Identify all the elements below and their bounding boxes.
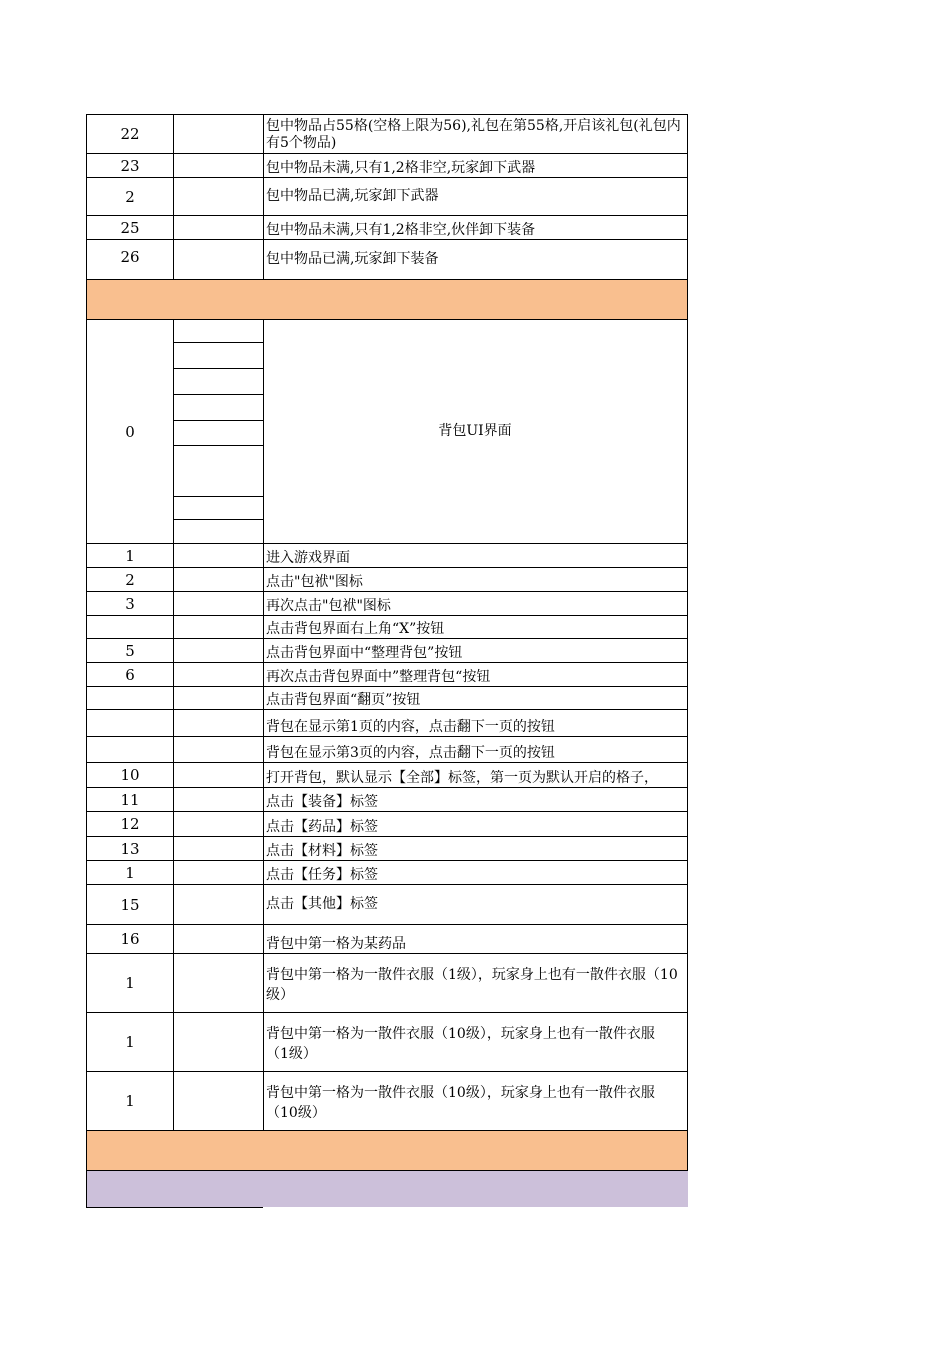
blank-cell <box>173 1013 264 1072</box>
case-desc-cell <box>263 178 688 216</box>
table-row[interactable] <box>86 788 688 812</box>
case-desc-text: 包中物品未满,只有1,2格非空,伙伴卸下装备 <box>266 222 536 238</box>
sub-rows-column <box>173 320 264 544</box>
table-row[interactable] <box>86 687 688 710</box>
section-header-orange <box>86 280 688 320</box>
table-row[interactable] <box>86 925 688 954</box>
case-desc-text: 点击【任务】标签 <box>266 867 378 883</box>
table-row[interactable] <box>86 154 688 178</box>
case-desc-cell <box>263 812 688 837</box>
case-desc-cell <box>263 861 688 885</box>
blank-cell <box>173 837 264 861</box>
blank-cell <box>173 663 264 687</box>
case-id-cell: 1 <box>86 544 174 568</box>
case-id-cell: 10 <box>86 763 174 788</box>
sub-row-line <box>173 445 263 446</box>
case-id-cell: 2 <box>86 178 174 216</box>
case-desc-text: 背包在显示第3页的内容，点击翻下一页的按钮 <box>266 745 555 761</box>
case-desc-text: 点击背包界面右上角“X”按钮 <box>266 621 445 637</box>
table-row[interactable] <box>86 240 688 280</box>
blank-cell <box>173 687 264 710</box>
table-row[interactable] <box>86 568 688 592</box>
section-header-orange <box>86 1131 688 1171</box>
case-id-cell: 13 <box>86 837 174 861</box>
table-row[interactable] <box>86 763 688 788</box>
blank-cell <box>173 639 264 663</box>
case-id-cell: 1 <box>86 1072 174 1131</box>
case-id-cell <box>86 737 174 763</box>
case-desc-text: 点击【药品】标签 <box>266 819 378 835</box>
case-desc-cell <box>263 568 688 592</box>
case-id-cell: 2 <box>86 568 174 592</box>
case-id-cell <box>86 616 174 639</box>
blank-cell <box>173 154 264 178</box>
case-desc-text: 点击【材料】标签 <box>266 843 378 859</box>
case-id-cell: 1 <box>86 1013 174 1072</box>
sub-row-line <box>173 496 263 497</box>
case-id-cell: 16 <box>86 925 174 954</box>
case-desc-cell <box>263 737 688 763</box>
case-desc-text: 点击【其他】标签 <box>266 896 378 912</box>
blank-cell <box>173 812 264 837</box>
blank-cell <box>173 240 264 280</box>
table-row[interactable] <box>86 1072 688 1131</box>
table-bottom-border <box>86 1207 263 1208</box>
case-id-cell <box>86 710 174 737</box>
case-desc-cell <box>263 885 688 925</box>
case-desc-cell: 背包中第一格为一散件衣服（1级），玩家身上也有一散件衣服（10级） <box>263 954 688 1013</box>
table-row[interactable] <box>86 737 688 763</box>
case-id-cell: 22 <box>86 114 174 154</box>
blank-cell <box>173 216 264 240</box>
blank-cell <box>173 861 264 885</box>
case-desc-text: 包中物品未满,只有1,2格非空,玩家卸下武器 <box>266 160 536 176</box>
sub-row-line <box>173 519 263 520</box>
case-desc-cell <box>263 925 688 954</box>
blank-cell <box>173 954 264 1013</box>
case-desc-text: 点击"包袱"图标 <box>266 574 363 590</box>
sub-row-line <box>173 342 263 343</box>
ui-block-row[interactable] <box>86 320 688 544</box>
case-desc-text: 再次点击"包袱"图标 <box>266 598 391 614</box>
table-row[interactable] <box>86 812 688 837</box>
table-row[interactable] <box>86 837 688 861</box>
case-id-cell: 15 <box>86 885 174 925</box>
case-desc-cell <box>263 639 688 663</box>
blank-cell <box>173 788 264 812</box>
case-desc-cell <box>263 616 688 639</box>
case-desc-cell <box>263 710 688 737</box>
blank-cell <box>173 885 264 925</box>
case-desc-text: 进入游戏界面 <box>266 550 350 566</box>
case-desc-cell <box>263 240 688 280</box>
case-id-cell: 0 <box>86 320 174 544</box>
table-row[interactable] <box>86 178 688 216</box>
case-desc-text: 再次点击背包界面中”整理背包“按钮 <box>266 669 491 685</box>
case-desc-text: 包中物品已满,玩家卸下装备 <box>266 251 439 267</box>
case-id-cell: 1 <box>86 954 174 1013</box>
case-desc-cell <box>263 663 688 687</box>
blank-cell <box>173 568 264 592</box>
sub-row-line <box>173 368 263 369</box>
case-id-cell: 1 <box>86 861 174 885</box>
case-desc-cell <box>263 544 688 568</box>
case-id-cell: 5 <box>86 639 174 663</box>
blank-cell <box>173 592 264 616</box>
blank-cell <box>173 763 264 788</box>
case-id-cell: 3 <box>86 592 174 616</box>
blank-cell <box>173 737 264 763</box>
table-row[interactable] <box>86 954 688 1013</box>
table-row[interactable] <box>86 544 688 568</box>
table-row[interactable] <box>86 592 688 616</box>
case-desc-cell <box>263 592 688 616</box>
case-desc-cell <box>263 320 688 544</box>
table-row[interactable] <box>86 114 688 154</box>
case-id-cell: 23 <box>86 154 174 178</box>
case-desc-cell <box>263 687 688 710</box>
sub-row-line <box>173 420 263 421</box>
case-id-cell: 26 <box>86 240 174 280</box>
case-desc-cell <box>263 788 688 812</box>
case-desc-text: 背包中第一格为某药品 <box>266 936 406 952</box>
table-row[interactable] <box>86 861 688 885</box>
case-desc-text: 点击【装备】标签 <box>266 794 378 810</box>
sub-row-line <box>173 394 263 395</box>
case-id-cell: 11 <box>86 788 174 812</box>
blank-cell <box>173 544 264 568</box>
blank-cell <box>173 925 264 954</box>
table-row[interactable] <box>86 885 688 925</box>
table-row[interactable] <box>86 639 688 663</box>
case-desc-cell: 包中物品占55格(空格上限为56),礼包在第55格,开启该礼包(礼包内有5个物品) <box>263 114 688 154</box>
case-desc-cell <box>263 837 688 861</box>
case-desc-cell <box>263 154 688 178</box>
blank-cell <box>173 616 264 639</box>
table-row[interactable] <box>86 663 688 687</box>
case-desc-text: 包中物品已满,玩家卸下武器 <box>266 188 439 204</box>
blank-cell <box>173 114 264 154</box>
table-row[interactable] <box>86 1013 688 1072</box>
case-desc-cell <box>263 763 688 788</box>
section-header-purple <box>86 1171 688 1207</box>
case-id-cell: 12 <box>86 812 174 837</box>
case-desc-cell: 背包中第一格为一散件衣服（10级），玩家身上也有一散件衣服（1级） <box>263 1013 688 1072</box>
case-desc-text: 点击背包界面“翻页”按钮 <box>266 692 421 708</box>
case-desc-cell <box>263 216 688 240</box>
case-desc-text: 背包在显示第1页的内容，点击翻下一页的按钮 <box>266 719 555 735</box>
blank-cell <box>173 710 264 737</box>
table-row[interactable] <box>86 216 688 240</box>
case-id-cell <box>86 687 174 710</box>
case-id-cell: 6 <box>86 663 174 687</box>
blank-cell <box>173 1072 264 1131</box>
case-desc-text: 点击背包界面中“整理背包”按钮 <box>266 645 463 661</box>
case-desc-text: 背包UI界面 <box>438 423 512 439</box>
table-row[interactable] <box>86 710 688 737</box>
case-desc-text: 打开背包，默认显示【全部】标签，第一页为默认开启的格子， <box>266 770 658 786</box>
table-row[interactable] <box>86 616 688 639</box>
case-id-cell: 25 <box>86 216 174 240</box>
blank-cell <box>173 178 264 216</box>
case-desc-cell: 背包中第一格为一散件衣服（10级），玩家身上也有一散件衣服（10级） <box>263 1072 688 1131</box>
